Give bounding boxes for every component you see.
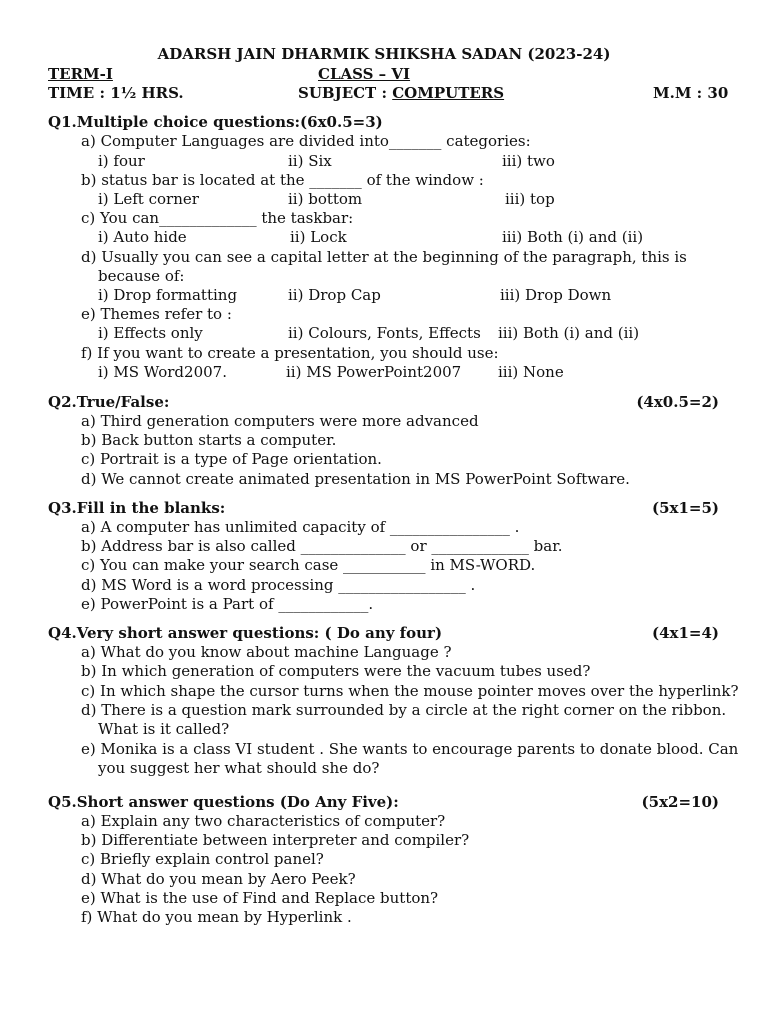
q1-item-e: e) Themes refer to : [81, 305, 232, 323]
q1-item-d: d) Usually you can see a capital letter at the beginning of the paragraph, this is [81, 248, 687, 266]
q1-b-option-2: ii) bottom [288, 190, 363, 208]
class-label: CLASS – VI [318, 65, 411, 83]
q5-title: Q5.Short answer questions (Do Any Five): [48, 793, 399, 811]
q2-item: b) Back button starts a computer. [81, 431, 337, 449]
q4-item-cont: you suggest her what should she do? [98, 759, 380, 777]
q4-item: d) There is a question mark surrounded by a circle at the right corner on the ribbon. [81, 701, 727, 719]
q4-title: Q4.Very short answer questions: ( Do any four) [48, 624, 443, 642]
q1-e-option-2: ii) Colours, Fonts, Effects [288, 324, 481, 342]
q4-item: c) In which shape the cursor turns when the mouse pointer moves over the hyperlink? [81, 682, 739, 700]
q1-item-b: b) status bar is located at the _______ of the window : [81, 171, 484, 189]
q2-marks: (4x0.5=2) [636, 393, 719, 411]
q5-item: d) What do you mean by Aero Peek? [81, 870, 356, 888]
q1-d-option-3: iii) Drop Down [500, 286, 612, 304]
q4-item-cont: What is it called? [98, 720, 230, 738]
q2-item: d) We cannot create animated presentation in MS PowerPoint Software. [81, 470, 630, 488]
q4-item: a) What do you know about machine Language ? [81, 643, 452, 661]
q1-c-option-2: ii) Lock [290, 228, 347, 246]
q1-e-option-1: i) Effects only [98, 324, 203, 342]
q1-a-option-2: ii) Six [288, 152, 332, 170]
q1-d-option-1: i) Drop formatting [98, 286, 238, 304]
q1-item-f: f) If you want to create a presentation, you should use: [81, 344, 499, 362]
q3-item: a) A computer has unlimited capacity of ________________ . [81, 518, 520, 536]
q1-title: Q1.Multiple choice questions:(6x0.5=3) [48, 113, 383, 131]
term-label: TERM-I [48, 65, 113, 83]
subject-line [298, 84, 504, 103]
q1-f-option-3: iii) None [498, 363, 564, 381]
q5-item: b) Differentiate between interpreter and compiler? [81, 831, 470, 849]
subject-label: SUBJECT : [298, 84, 393, 102]
q3-item: d) MS Word is a word processing _________________ . [81, 576, 476, 594]
subject-value: COMPUTERS [392, 84, 505, 102]
q5-item: e) What is the use of Find and Replace button? [81, 889, 439, 907]
q1-c-option-3: iii) Both (i) and (ii) [502, 228, 644, 246]
q1-item-c: c) You can_____________ the taskbar: [81, 209, 354, 227]
q4-marks: (4x1=4) [651, 624, 719, 642]
q1-d-option-2: ii) Drop Cap [288, 286, 381, 304]
q3-item: c) You can make your search case ___________ in MS-WORD. [81, 556, 536, 574]
max-marks: M.M : 30 [653, 84, 729, 102]
q3-item: e) PowerPoint is a Part of ____________. [81, 595, 374, 613]
q5-item: f) What do you mean by Hyperlink . [81, 908, 352, 926]
q4-item: e) Monika is a class VI student . She wants to encourage parents to donate blood. Can [81, 740, 739, 758]
q3-marks: (5x1=5) [651, 499, 719, 517]
q5-item: c) Briefly explain control panel? [81, 850, 324, 868]
q1-item-a: a) Computer Languages are divided into_______ categories: [81, 132, 531, 150]
q2-item: a) Third generation computers were more advanced [81, 412, 479, 430]
q1-b-option-1: i) Left corner [98, 190, 199, 208]
q1-a-option-3: iii) two [502, 152, 555, 170]
q1-b-option-3: iii) top [505, 190, 555, 208]
q2-item: c) Portrait is a type of Page orientation. [81, 450, 382, 468]
q4-item: b) In which generation of computers were the vacuum tubes used? [81, 662, 591, 680]
q1-a-option-1: i) four [98, 152, 145, 170]
q3-item: b) Address bar is also called ______________ or _____________ bar. [81, 537, 563, 555]
q1-item-d-cont: because of: [98, 267, 185, 285]
q5-item: a) Explain any two characteristics of computer? [81, 812, 446, 830]
q3-title: Q3.Fill in the blanks: [48, 499, 226, 517]
q1-e-option-3: iii) Both (i) and (ii) [498, 324, 640, 342]
time-label: TIME : 1½ HRS. [48, 84, 184, 102]
q2-title: Q2.True/False: [48, 393, 170, 411]
q1-c-option-1: i) Auto hide [98, 228, 187, 246]
q1-f-option-2: ii) MS PowerPoint2007 [286, 363, 462, 381]
school-title: ADARSH JAIN DHARMIK SHIKSHA SADAN (2023-24) [157, 45, 611, 63]
q1-f-option-1: i) MS Word2007. [98, 363, 227, 381]
q5-marks: (5x2=10) [641, 793, 719, 811]
